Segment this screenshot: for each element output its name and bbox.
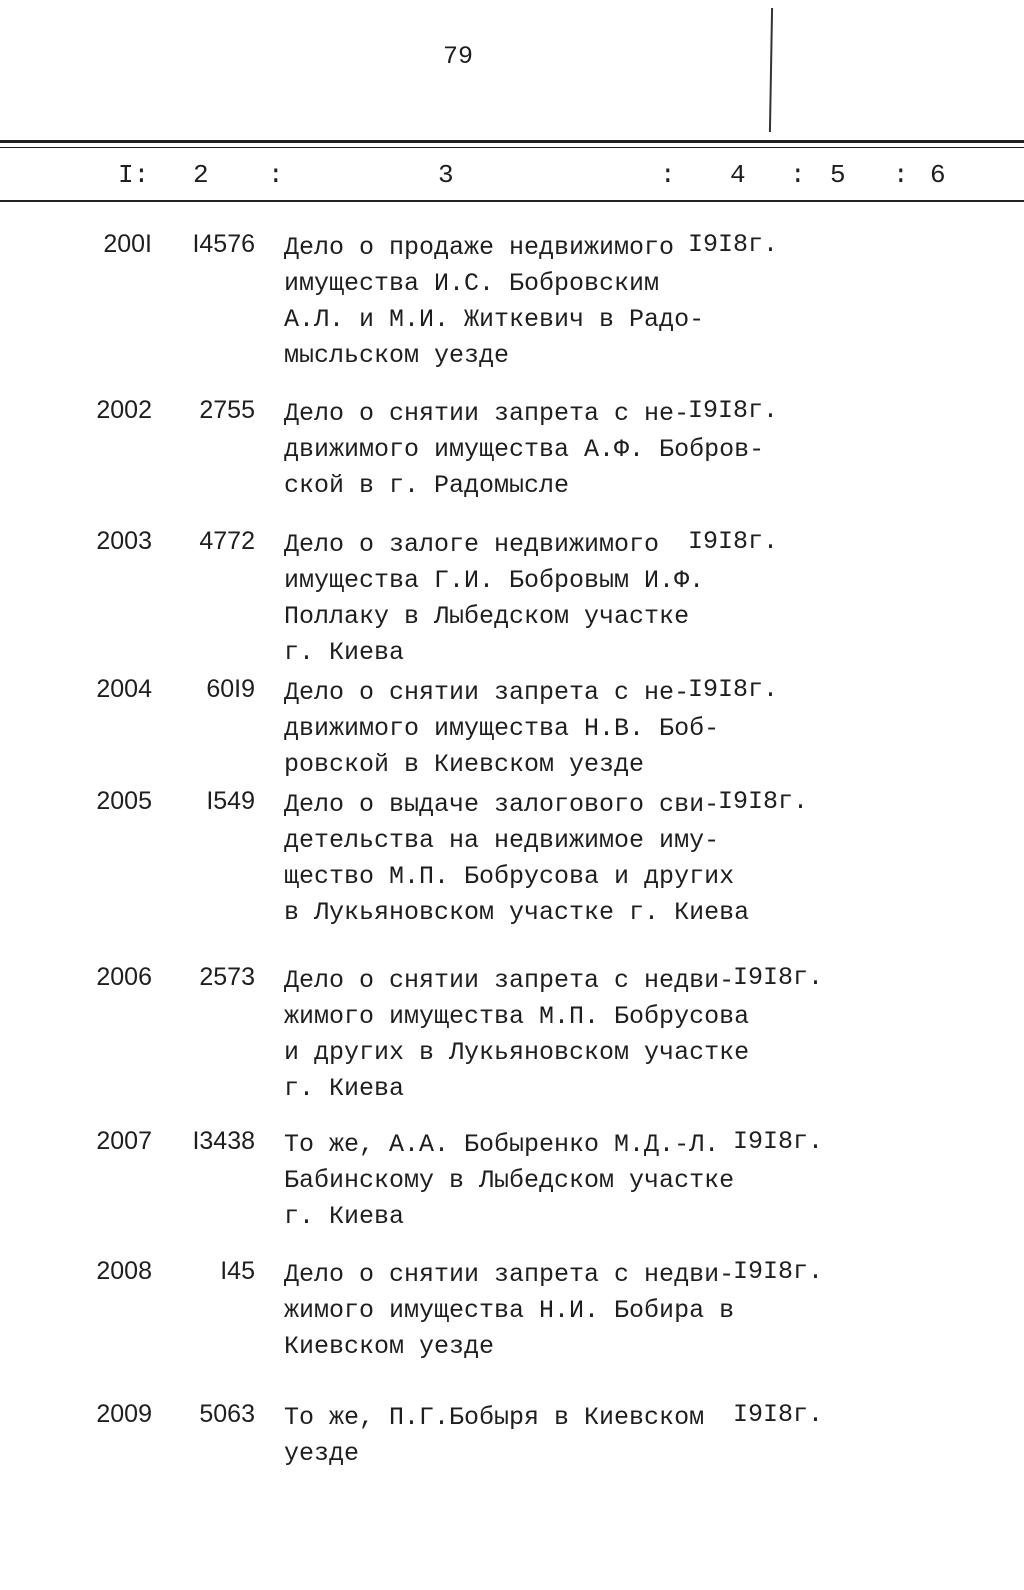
- entry-number: 2004: [96, 675, 152, 703]
- description-line: Дело о выдаче залогового сви-: [284, 790, 720, 819]
- description-line: Дело о снятии запрета с не-: [284, 678, 690, 707]
- description-line: Бабинскому в Лыбедском участке: [284, 1166, 735, 1195]
- entry-year: I9I8г.: [688, 230, 779, 259]
- description-line: движимого имущества А.Ф. Бобров-: [284, 435, 765, 464]
- description-line: движимого имущества Н.В. Боб-: [284, 714, 720, 743]
- description-line: щество М.П. Бобрусова и других: [284, 862, 735, 891]
- entry-number: 200I: [103, 230, 152, 258]
- description-line: ской в г. Радомысле: [284, 471, 570, 500]
- entry-description: [284, 1400, 704, 1472]
- header-separator: :: [660, 160, 676, 190]
- entry-description: [284, 1127, 734, 1235]
- entry-year: I9I8г.: [733, 1400, 824, 1429]
- entry-description: [284, 527, 704, 671]
- description-line: ровской в Киевском уезде: [284, 750, 645, 779]
- entry-description: [284, 230, 704, 374]
- description-line: Дело о снятии запрета с не-: [284, 399, 690, 428]
- header-col-1: I:: [118, 160, 150, 190]
- description-line: Дело о снятии запрета с недви-: [284, 966, 735, 995]
- header-rule-bottom: [0, 200, 1024, 202]
- entry-year: I9I8г.: [688, 527, 779, 556]
- page-number: 79: [443, 42, 474, 71]
- entry-code: I3438: [192, 1127, 255, 1155]
- entry-code: I4576: [192, 230, 255, 258]
- entry-code: I549: [206, 787, 255, 815]
- entry-number: 2005: [96, 787, 152, 815]
- description-line: г. Киева: [284, 1202, 405, 1231]
- header-col-2: 2: [193, 160, 209, 190]
- description-line: Дело о залоге недвижимого: [284, 530, 660, 559]
- entry-code: 60I9: [206, 675, 255, 703]
- entry-number: 2008: [96, 1257, 152, 1285]
- entry-year: I9I8г.: [733, 1257, 824, 1286]
- entry-code: 5063: [199, 1400, 255, 1428]
- entry-number: 2009: [96, 1400, 152, 1428]
- entry-year: I9I8г.: [688, 396, 779, 425]
- entry-code: I45: [220, 1257, 255, 1285]
- header-separator: :: [893, 160, 909, 190]
- description-line: А.Л. и М.И. Житкевич в Радо-: [284, 305, 705, 334]
- entry-code: 2573: [199, 963, 255, 991]
- header-col-4: 4: [730, 160, 746, 190]
- header-col-3: 3: [438, 160, 454, 190]
- entry-description: [284, 787, 749, 931]
- header-separator: :: [790, 160, 806, 190]
- description-line: и других в Лукьяновском участке: [284, 1038, 750, 1067]
- description-line: жимого имущества Н.И. Бобира в: [284, 1296, 735, 1325]
- entry-year: I9I8г.: [733, 1127, 824, 1156]
- entry-number: 2006: [96, 963, 152, 991]
- entry-number: 2002: [96, 396, 152, 424]
- header-col-6: 6: [930, 160, 946, 190]
- description-line: То же, А.А. Бобыренко М.Д.-Л.: [284, 1130, 720, 1159]
- description-line: детельства на недвижимое иму-: [284, 826, 720, 855]
- entry-description: [284, 963, 749, 1107]
- entry-year: I9I8г.: [688, 675, 779, 704]
- description-line: Дело о продаже недвижимого: [284, 233, 675, 262]
- entry-year: I9I8г.: [733, 963, 824, 992]
- description-line: г. Киева: [284, 1074, 405, 1103]
- header-rule-top-thin: [0, 147, 1024, 148]
- description-line: г. Киева: [284, 638, 405, 667]
- description-line: мысльском уезде: [284, 341, 510, 370]
- margin-line: [769, 8, 773, 132]
- header-separator: :: [268, 160, 284, 190]
- entry-description: [284, 1257, 734, 1365]
- entry-year: I9I8г.: [718, 787, 809, 816]
- description-line: имущества И.С. Бобровским: [284, 269, 660, 298]
- entry-description: [284, 675, 719, 783]
- header-col-5: 5: [830, 160, 846, 190]
- description-line: Дело о снятии запрета с недви-: [284, 1260, 735, 1289]
- entry-number: 2003: [96, 527, 152, 555]
- description-line: жимого имущества М.П. Бобрусова: [284, 1002, 750, 1031]
- description-line: Поллаку в Лыбедском участке: [284, 602, 690, 631]
- header-rule-top: [0, 140, 1024, 143]
- entry-number: 2007: [96, 1127, 152, 1155]
- description-line: имущества Г.И. Бобровым И.Ф.: [284, 566, 705, 595]
- entry-code: 4772: [199, 527, 255, 555]
- description-line: уезде: [284, 1439, 360, 1468]
- entry-code: 2755: [199, 396, 255, 424]
- description-line: Киевском уезде: [284, 1332, 495, 1361]
- description-line: То же, П.Г.Бобыря в Киевском: [284, 1403, 705, 1432]
- description-line: в Лукьяновском участке г. Киева: [284, 898, 750, 927]
